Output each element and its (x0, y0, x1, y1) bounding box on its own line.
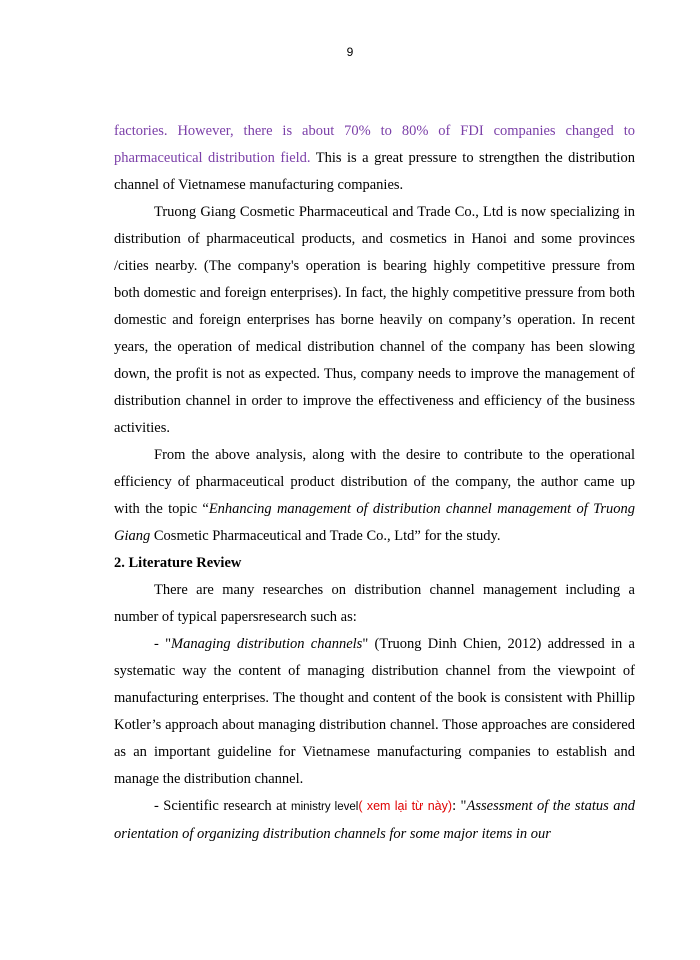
list-prefix: - Scientific research at (154, 798, 292, 814)
topic-title-italic: Enhancing management of distribution channel management of Truong Giang (114, 501, 635, 544)
paragraph-text: " (Truong Dinh Chien, 2012) addressed in a systematic way the content of managing distribution channel from the viewpoint of manufacturing enterprises. The thought and content of the book is consistent with Phillip Kotler’s approach about managing distribution channel. Those approaches are considered as an important guideline for Vietnamese manufacturing companies to establish and manage the distribution channel. (114, 636, 635, 787)
paragraph-text: : " (452, 798, 467, 814)
highlighted-text: factories. However, there is about 70% to 80% of FDI companies changed to pharmaceutical distribution field. (114, 123, 635, 166)
editor-comment: ( xem lại từ này) (358, 799, 453, 813)
paragraph-text: Cosmetic Pharmaceutical and Trade Co., Ltd” for the study. (150, 528, 501, 544)
work-title-italic: Managing distribution channels (171, 636, 363, 652)
document-body (114, 118, 635, 848)
paragraph-company: Truong Giang Cosmetic Pharmaceutical and Trade Co., Ltd is now specializing in distribution of pharmaceutical products, and cosmetics in Hanoi and some provinces /cities nearby. (The company's operation is bearing highly competitive pressure from both domestic and foreign enterprises). In fact, the highly competitive pressure from both domestic and foreign enterprises has borne heavily on company’s operation. In recent years, the operation of medical distribution channel of the company has been slowing down, the profit is not as expected. Thus, company needs to improve the management of distribution channel in order to improve the effectiveness and efficiency of the business activities. (114, 204, 635, 436)
paragraph-intro-continuation (114, 118, 635, 199)
paragraph-topic (114, 442, 635, 550)
section-heading: 2. Literature Review (114, 555, 242, 571)
paragraph-review-item-2 (114, 793, 635, 848)
work-title-italic: Assessment of the status and orientation of organizing distribution channels for some major items in our (114, 798, 635, 842)
ministry-level-text: ministry level (291, 801, 359, 813)
paragraph-review-item-1 (114, 631, 635, 793)
paragraph-text: From the above analysis, along with the desire to contribute to the operational efficiency of pharmaceutical product distribution of the company, the author came up with the topic “ (114, 447, 635, 517)
paragraph-review-intro: There are many researches on distribution channel management including a number of typical papersresearch such as: (114, 582, 635, 625)
page-number: 9 (346, 45, 354, 59)
paragraph-text: This is a great pressure to strengthen the distribution channel of Vietnamese manufacturing companies. (114, 150, 635, 193)
list-prefix: - " (154, 636, 171, 652)
